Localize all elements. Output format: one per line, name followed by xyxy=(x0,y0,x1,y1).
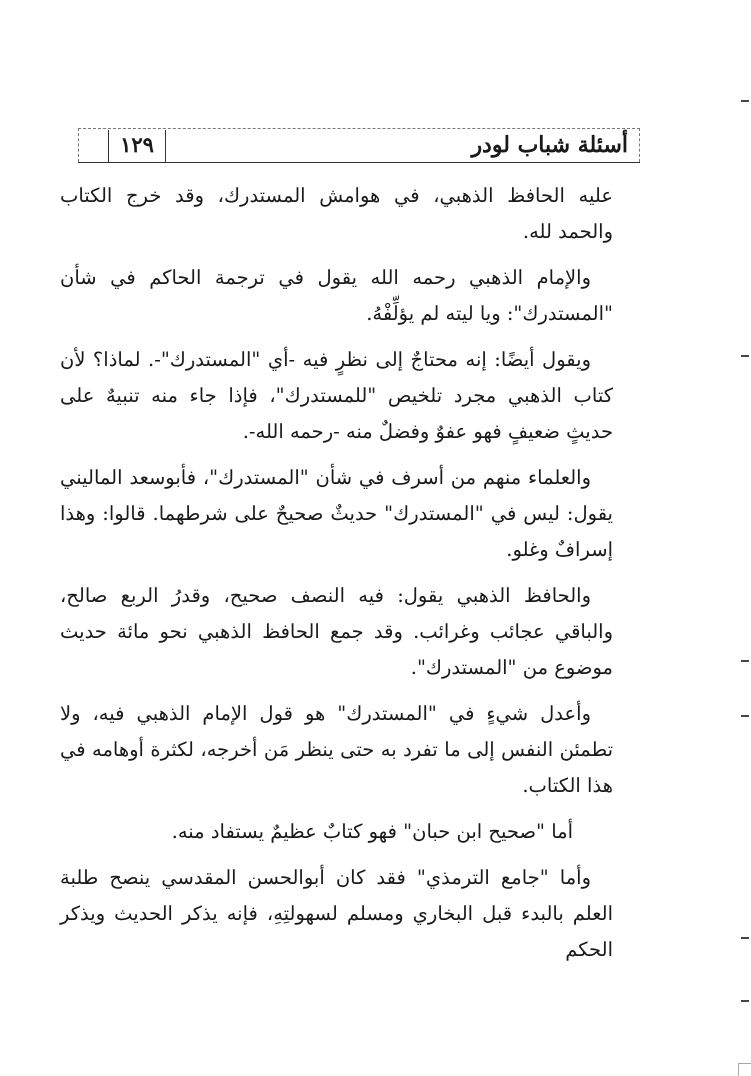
paragraph: وأما "جامع الترمذي" فقد كان أبوالحسن المقدسي ينصح طلبة العلم بالبدء قبل البخاري ومسلم لسهولتِهِ، فإنه يذكر الحديث ويذكر الحكم xyxy=(60,866,613,961)
paragraph: والعلماء منهم من أسرف في شأن "المستدرك"، فأبوسعد الماليني يقول: ليس في "المستدرك" حديثٌ صحيحٌ على شرطهما. قالوا: وهذا إسرافٌ وغلو. xyxy=(60,466,613,561)
header-right-tick xyxy=(639,128,640,162)
margin-mark xyxy=(741,937,749,939)
margin-mark xyxy=(741,355,749,357)
paragraph: والحافظ الذهبي يقول: فيه النصف صحيح، وقدرُ الربع صالح، والباقي عجائب وغرائب. وقد جمع الحافظ الذهبي نحو مائة حديث موضوع من "المستدرك". xyxy=(60,584,613,679)
margin-mark xyxy=(741,1000,749,1002)
header-left-tick xyxy=(78,128,79,162)
header-bottom-rule xyxy=(78,162,640,163)
running-header xyxy=(78,128,640,164)
paragraph: وأعدل شيءٍ في "المستدرك" هو قول الإمام الذهبي فيه، ولا تطمئن النفس إلى ما تفرد به حتى ينظر مَن أخرجه، لكثرة أوهامه في هذا الكتاب. xyxy=(60,702,613,797)
margin-mark xyxy=(741,715,749,717)
header-top-rule xyxy=(78,128,640,129)
paragraph: أما "صحيح ابن حبان" فهو كتابٌ عظيمٌ يستفاد منه. xyxy=(171,820,573,843)
margin-mark xyxy=(741,100,749,102)
paragraph: عليه الحافظ الذهبي، في هوامش المستدرك، وقد خرج الكتاب والحمد لله. xyxy=(60,184,613,243)
paragraph: والإمام الذهبي رحمه الله يقول في ترجمة الحاكم في شأن "المستدرك": ويا ليته لم يؤلِّفْهُ. xyxy=(60,266,613,325)
page-number-frame xyxy=(108,130,166,162)
page-corner xyxy=(738,1063,751,1076)
page-body xyxy=(60,178,613,978)
page-number: ١٢٩ xyxy=(120,132,154,157)
paragraph: ويقول أيضًا: إنه محتاجٌ إلى نظرٍ فيه -أي "المستدرك"-. لماذا؟ لأن كتاب الذهبي مجرد تلخيص "للمستدرك"، فإذا جاء منه تنبيهٌ على حديثٍ ضعيفٍ فهو عفوٌ وفضلٌ منه -رحمه الله-. xyxy=(60,348,613,443)
margin-mark xyxy=(741,660,749,662)
book-title: أسئلة شباب لودر xyxy=(471,132,628,158)
